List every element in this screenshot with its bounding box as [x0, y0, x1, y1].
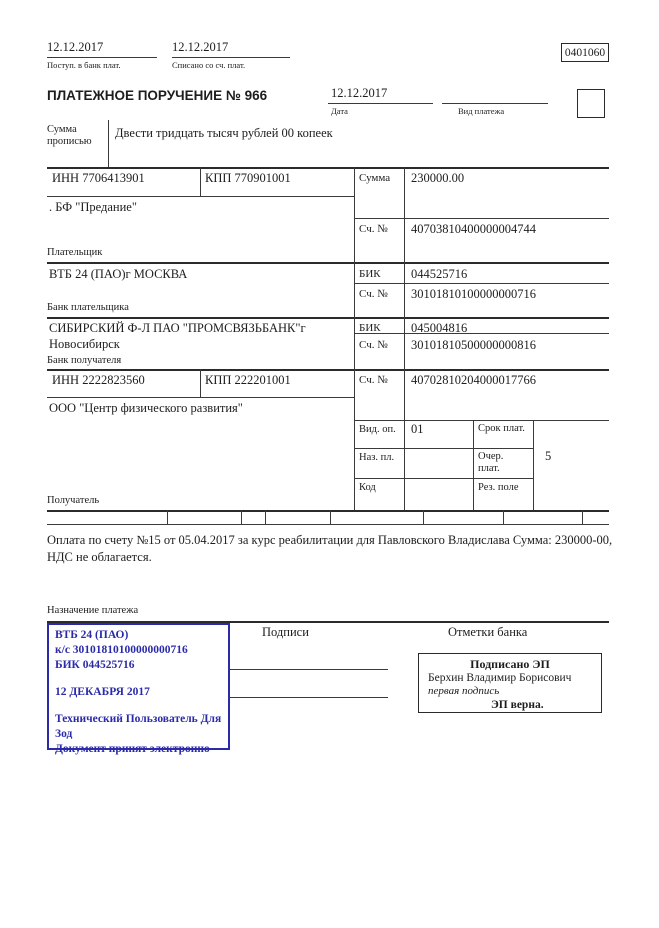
grid-line	[533, 420, 534, 510]
esign-note: первая подпись	[428, 685, 500, 697]
payer-caption: Плательщик	[47, 247, 103, 258]
grid-line	[167, 510, 168, 524]
payer-bank-bik: 044525716	[411, 267, 468, 281]
payer-bank-caption: Банк плательщика	[47, 302, 129, 313]
amount-words-divider	[108, 120, 109, 168]
grid-line	[354, 333, 609, 334]
grid-line	[265, 510, 266, 524]
payer-bank-name: ВТБ 24 (ПАО)г МОСКВА	[49, 267, 188, 281]
document-date: 12.12.2017	[331, 86, 388, 100]
payee-account-label: Сч. №	[359, 374, 388, 386]
op-code-label: Код	[359, 482, 376, 493]
payee-inn: ИНН 2222823560	[52, 373, 145, 387]
grid-line	[404, 167, 405, 510]
grid-line	[503, 510, 504, 524]
grid-line	[47, 397, 354, 398]
grid-line	[47, 167, 609, 169]
grid-line	[473, 420, 474, 510]
bank-marks-label: Отметки банка	[448, 625, 528, 639]
payee-bank-bik: 045004816	[411, 321, 468, 335]
esign-verdict: ЭП верна.	[491, 698, 544, 711]
stamp-user: Технический Пользователь Для Зод	[55, 713, 222, 740]
received-in-bank-date: 12.12.2017	[47, 40, 104, 54]
payer-bank-bik-label: БИК	[359, 268, 381, 280]
payer-name: . БФ "Предание"	[49, 200, 137, 214]
amount-label: Сумма	[359, 172, 391, 184]
payer-kpp: КПП 770901001	[205, 171, 291, 185]
grid-line	[423, 510, 424, 524]
grid-line	[47, 524, 609, 525]
op-reserve-label: Рез. поле	[478, 482, 519, 493]
grid-line	[582, 510, 583, 524]
payee-bank-bik-label: БИК	[359, 322, 381, 334]
date-underline	[328, 103, 433, 104]
grid-line	[354, 218, 609, 219]
payment-purpose-caption: Назначение платежа	[47, 605, 139, 616]
grid-line	[241, 510, 242, 524]
signature-line	[230, 697, 388, 698]
electronic-signature-stamp	[418, 653, 602, 713]
amount-words-label: Сумма прописью	[47, 124, 92, 147]
payee-name: ООО "Центр физического развития"	[49, 401, 243, 415]
payer-inn: ИНН 7706413901	[52, 171, 145, 185]
stamp-date: 12 ДЕКАБРЯ 2017	[55, 686, 150, 698]
grid-line	[354, 478, 533, 479]
grid-line	[330, 510, 331, 524]
esign-name: Берхин Владимир Борисович	[428, 671, 572, 684]
form-code-box: 0401060	[561, 43, 609, 62]
date-caption: Дата	[331, 106, 348, 116]
op-type-value: 01	[411, 422, 424, 436]
grid-line	[200, 369, 201, 397]
debited-caption: Списано со сч. плат.	[172, 60, 246, 70]
grid-line	[354, 283, 609, 284]
amount-value: 230000.00	[411, 171, 465, 185]
payee-account: 40702810204000017766	[411, 373, 536, 387]
stamp-bank-name: ВТБ 24 (ПАО)	[55, 629, 129, 641]
received-in-bank-caption: Поступ. в банк плат.	[47, 60, 121, 70]
payee-caption: Получатель	[47, 495, 100, 506]
op-priority-label: Очер. плат.	[478, 451, 504, 474]
esign-title: Подписано ЭП	[470, 657, 550, 671]
payer-account: 40703810400000004744	[411, 222, 536, 236]
op-purpose-label: Наз. пл.	[359, 452, 395, 463]
received-date-underline	[47, 57, 157, 58]
op-priority-value: 5	[545, 449, 552, 463]
debited-date: 12.12.2017	[172, 40, 229, 54]
grid-line	[47, 369, 609, 371]
grid-line	[47, 317, 609, 319]
signatures-label: Подписи	[262, 625, 309, 639]
payee-bank-name-line2: Новосибирск	[49, 337, 120, 351]
stamp-bik: БИК 044525716	[55, 659, 135, 671]
stamp-corr-account: к/с 30101810100000000716	[55, 644, 188, 656]
amount-words-value: Двести тридцать тысяч рублей 00 копеек	[115, 126, 333, 140]
payee-bank-account-label: Сч. №	[359, 339, 388, 351]
payee-bank-name-line1: СИБИРСКИЙ Ф-Л ПАО "ПРОМСВЯЗЬБАНК"г	[49, 321, 306, 335]
document-title: ПЛАТЕЖНОЕ ПОРУЧЕНИЕ № 966	[47, 88, 268, 103]
grid-line	[47, 262, 609, 264]
op-type-label: Вид. оп.	[359, 424, 396, 435]
grid-line	[47, 510, 609, 512]
payment-kind-underline	[442, 103, 548, 104]
payee-bank-caption: Банк получателя	[47, 355, 122, 366]
payer-bank-account: 30101810100000000716	[411, 287, 536, 301]
debited-date-underline	[172, 57, 290, 58]
status-field-box	[577, 89, 605, 118]
stamp-accepted-note: Документ принят электронно	[55, 743, 210, 755]
grid-line	[47, 196, 354, 197]
payment-purpose-text: Оплата по счету №15 от 05.04.2017 за курс реабилитации для Павловского Владислава Сумма: 230000-00, НДС не облагается.	[47, 533, 613, 564]
grid-line	[354, 167, 355, 510]
payment-kind-caption: Вид платежа	[458, 106, 505, 116]
signature-line	[230, 669, 388, 670]
grid-line	[354, 448, 533, 449]
payee-kpp: КПП 222201001	[205, 373, 291, 387]
bank-electronic-stamp	[47, 623, 230, 755]
payer-bank-account-label: Сч. №	[359, 288, 388, 300]
payer-account-label: Сч. №	[359, 223, 388, 235]
op-term-label: Срок плат.	[478, 423, 525, 434]
grid-line	[200, 167, 201, 196]
payee-bank-account: 30101810500000000816	[411, 338, 536, 352]
grid-line	[354, 420, 609, 421]
